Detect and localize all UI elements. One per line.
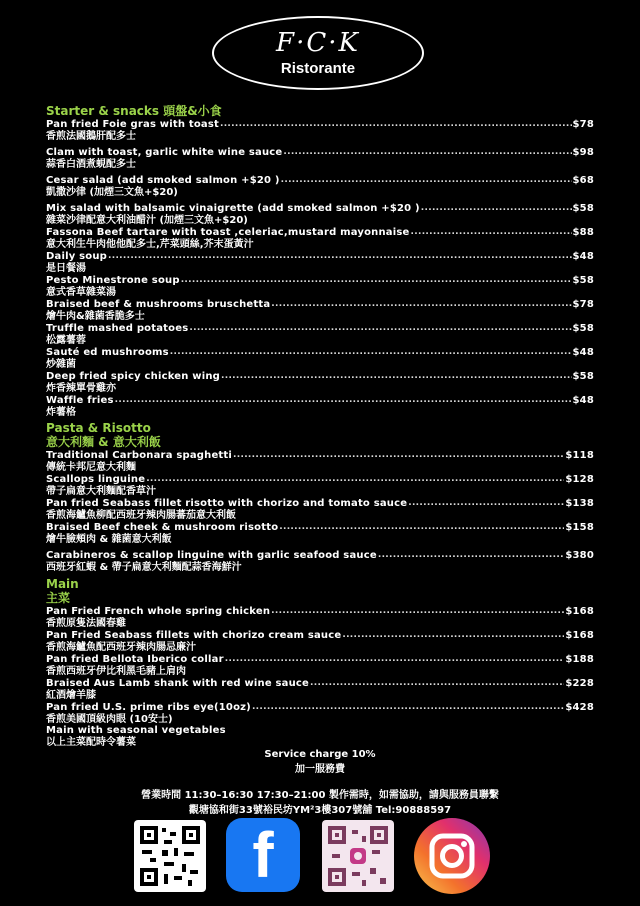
menu-item-name: Daily soup xyxy=(46,251,108,262)
instagram-icon[interactable] xyxy=(414,818,490,894)
menu-item-price: $78 xyxy=(572,299,594,310)
menu-item-price: $58 xyxy=(572,275,594,286)
menu-item xyxy=(46,394,594,407)
menu-item-chinese-name: 燴牛肉&雜菌香脆多士 xyxy=(46,310,145,322)
menu-item-price: $380 xyxy=(565,550,594,561)
starter-section xyxy=(46,104,594,418)
menu-item xyxy=(46,346,594,359)
menu-item-price: $48 xyxy=(572,347,594,358)
menu-item-price: $138 xyxy=(565,498,594,509)
menu-item xyxy=(46,605,594,618)
menu-item-price: $68 xyxy=(572,175,594,186)
dot-leader xyxy=(146,473,564,486)
facebook-icon[interactable]: f xyxy=(226,818,300,892)
menu-item-price: $88 xyxy=(572,227,594,238)
logo-name: Ristorante xyxy=(280,60,356,77)
menu-item-name: Pan fried Foie gras with toast xyxy=(46,119,219,130)
menu-item-chinese-name: 帶子扁意大利麵配香草汁 xyxy=(46,485,156,497)
menu-item-price: $228 xyxy=(565,678,594,689)
menu-item-chinese-name: 香煎海鱸魚柳配西班牙辣肉腸蕃茄意大利飯 xyxy=(46,509,236,521)
dot-leader xyxy=(279,521,564,534)
menu-item xyxy=(46,250,594,263)
menu-item-name: Braised Aus Lamb shank with red wine sauce xyxy=(46,678,310,689)
menu-item xyxy=(46,202,594,215)
menu-item xyxy=(46,677,594,690)
menu-item-name: Mix salad with balsamic vinaigrette (add smoked salmon +$20 ) xyxy=(46,203,420,214)
section-title: Starter & snacks 頭盤&小食 xyxy=(46,104,222,118)
service-charge xyxy=(0,749,640,775)
dot-leader xyxy=(283,146,571,159)
menu-item-price: $188 xyxy=(565,654,594,665)
menu-item-name: Pan fried U.S. prime ribs eye(10oz) xyxy=(46,702,251,713)
menu-item-price: $158 xyxy=(565,522,594,533)
menu-item-chinese-name: 凱撒沙律 (加煙三文魚+$20) xyxy=(46,186,178,198)
dot-leader xyxy=(233,449,564,462)
menu-item-chinese-name: 傳統卡邦尼意大利麵 xyxy=(46,461,136,473)
section-title-zh: 主菜 xyxy=(46,591,71,605)
dot-leader xyxy=(271,605,564,618)
dot-leader xyxy=(181,274,572,287)
menu-item xyxy=(46,370,594,383)
menu-item-name: Fassona Beef tartare with toast ,celeriac,mustard mayonnaise xyxy=(46,227,410,238)
dot-leader xyxy=(252,701,564,714)
menu-item xyxy=(46,274,594,287)
menu-item-name: Clam with toast, garlic white wine sauce xyxy=(46,147,283,158)
menu-item-name: Pan Fried Seabass fillets with chorizo cream sauce xyxy=(46,630,342,641)
menu-item xyxy=(46,146,594,159)
menu-item-price: $428 xyxy=(565,702,594,713)
menu-item-chinese-name: 炸薯格 xyxy=(46,406,76,418)
menu-item-chinese-name: 炸香辣單骨雞亦 xyxy=(46,382,116,394)
opening-hours: 營業時間 11:30–16:30 17:30–21:00 製作需時，如需協助，請與服務員聯繫 xyxy=(141,790,499,801)
menu-item-price: $78 xyxy=(572,119,594,130)
dot-leader xyxy=(378,549,565,562)
menu-item xyxy=(46,629,594,642)
social-icons xyxy=(0,818,640,896)
menu-item-name: Traditional Carbonara spaghetti xyxy=(46,450,233,461)
menu-item-chinese-name: 西班牙紅蝦 & 帶子扁意大利麵配蒜香海鮮汁 xyxy=(46,561,242,573)
menu-item-chinese-name: 意大利生牛肉他他配多士,芹菜頭絲,芥末蛋黃汁 xyxy=(46,238,254,250)
menu-item-price: $128 xyxy=(565,474,594,485)
logo-mark: F·C·K xyxy=(276,28,360,58)
dot-leader xyxy=(271,298,571,311)
menu-item xyxy=(46,118,594,131)
menu-item xyxy=(46,497,594,510)
menu-item-chinese-name: 香煎法國鵝肝配多士 xyxy=(46,130,136,142)
menu-item-price: $58 xyxy=(572,371,594,382)
menu-item xyxy=(46,322,594,335)
dot-leader xyxy=(342,629,564,642)
dot-leader xyxy=(115,394,572,407)
menu-item-chinese-name: 香煎西班牙伊比利黑毛豬上肩肉 xyxy=(46,665,186,677)
menu-item-name: Cesar salad (add smoked salmon +$20 ) xyxy=(46,175,280,186)
menu-item xyxy=(46,473,594,486)
menu-item xyxy=(46,549,594,562)
menu-item xyxy=(46,653,594,666)
menu-item-name: Scallops linguine xyxy=(46,474,146,485)
main-note-zh: 以上主菜配時令薯菜 xyxy=(46,736,136,748)
dot-leader xyxy=(310,677,564,690)
qr-code-icon[interactable] xyxy=(322,820,394,892)
menu-item xyxy=(46,298,594,311)
menu-item-chinese-name: 燴牛臉頰肉 & 雜菌意大利飯 xyxy=(46,533,172,545)
menu-item-name: Sauté ed mushrooms xyxy=(46,347,169,358)
menu-item-price: $48 xyxy=(572,251,594,262)
menu-item-name: Truffle mashed potatoes xyxy=(46,323,189,334)
menu-item-price: $98 xyxy=(572,147,594,158)
address: 觀塘協和街33號裕民坊YM²3樓307號舖 Tel:90888597 xyxy=(188,805,452,816)
menu-item-name: Pan fried Bellota Iberico collar xyxy=(46,654,224,665)
menu-item xyxy=(46,521,594,534)
menu-item-price: $168 xyxy=(565,630,594,641)
main-section xyxy=(46,577,594,748)
menu-item-name: Pesto Minestrone soup xyxy=(46,275,180,286)
service-charge-zh: 加一服務費 xyxy=(295,764,345,775)
dot-leader xyxy=(411,226,572,239)
section-title: Pasta & Risotto xyxy=(46,421,151,435)
menu-item xyxy=(46,174,594,187)
menu-item-name: Braised Beef cheek & mushroom risotto xyxy=(46,522,279,533)
menu-item-chinese-name: 雜菜沙律配意大利油醋汁 (加煙三文魚+$20) xyxy=(46,214,248,226)
main-note: Main with seasonal vegetables xyxy=(46,725,226,736)
dot-leader xyxy=(408,497,564,510)
menu-item-price: $58 xyxy=(572,203,594,214)
section-title: Main xyxy=(46,577,79,591)
menu-item-price: $58 xyxy=(572,323,594,334)
menu-item-name: Carabineros & scallop linguine with garlic seafood sauce xyxy=(46,550,377,561)
menu-item xyxy=(46,226,594,239)
dot-leader xyxy=(221,370,572,383)
menu-item-price: $168 xyxy=(565,606,594,617)
menu-item-chinese-name: 松露薯蓉 xyxy=(46,334,86,346)
menu-item-name: Pan fried Seabass fillet risotto with chorizo and tomato sauce xyxy=(46,498,408,509)
qr-code-icon[interactable] xyxy=(134,820,206,892)
menu-item-name: Pan Fried French whole spring chicken xyxy=(46,606,271,617)
dot-leader xyxy=(108,250,572,263)
menu-item-chinese-name: 香煎原隻法國春雞 xyxy=(46,617,126,629)
logo xyxy=(212,16,424,90)
menu-item-chinese-name: 香煎美國頂級肉眼 (10安士) xyxy=(46,713,173,725)
menu-item-name: Waffle fries xyxy=(46,395,114,406)
menu-item-price: $118 xyxy=(565,450,594,461)
dot-leader xyxy=(189,322,571,335)
menu-item-chinese-name: 紅酒燴羊膝 xyxy=(46,689,96,701)
menu-item-chinese-name: 香煎海鱸魚配西班牙辣肉腸忌廉汁 xyxy=(46,641,196,653)
menu-item-chinese-name: 炒雜菌 xyxy=(46,358,76,370)
dot-leader xyxy=(225,653,565,666)
menu-item-name: Deep fried spicy chicken wing xyxy=(46,371,221,382)
service-charge-en: Service charge 10% xyxy=(264,749,376,760)
pasta-section xyxy=(46,421,594,573)
dot-leader xyxy=(170,346,572,359)
dot-leader xyxy=(421,202,572,215)
menu-item-chinese-name: 意式香草雜菜湯 xyxy=(46,286,116,298)
dot-leader xyxy=(281,174,572,187)
section-title-zh: 意大利麵 & 意大利飯 xyxy=(46,435,161,449)
menu-item-chinese-name: 蒜香白酒煮蜆配多士 xyxy=(46,158,136,170)
menu-item-chinese-name: 是日餐湯 xyxy=(46,262,86,274)
menu-item xyxy=(46,449,594,462)
menu-item-price: $48 xyxy=(572,395,594,406)
menu-item-name: Braised beef & mushrooms bruschetta xyxy=(46,299,271,310)
dot-leader xyxy=(220,118,572,131)
menu-item xyxy=(46,701,594,714)
